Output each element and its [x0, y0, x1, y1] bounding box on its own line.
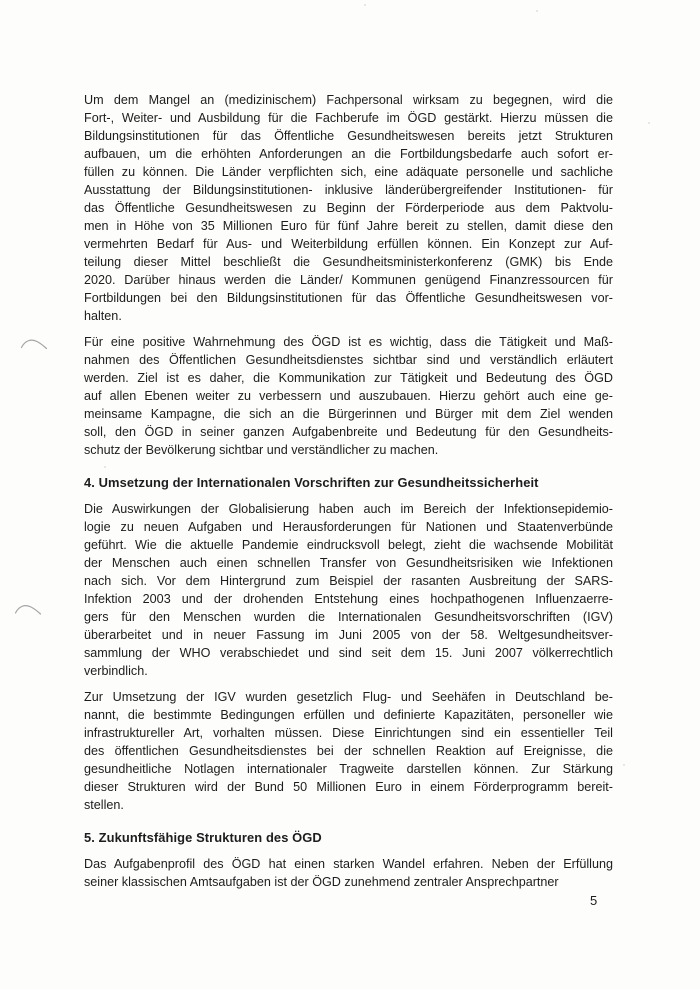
- scan-speck: [104, 466, 106, 468]
- scan-speck: [648, 122, 650, 124]
- text-line: nannt, die bestimmte Bedingungen erfüllen und definierte Kapazitäten, personeller wie: [84, 708, 613, 722]
- text-line: sammlung der WHO verabschiedet und sind seit dem 15. Juni 2007 völkerrechtlich: [84, 646, 613, 660]
- text-line: teilung dieser Mittel beschließt die Gesundheitsministerkonferenz (GMK) bis Ende: [84, 255, 613, 269]
- text-line: werden. Ziel ist es daher, die Kommunikation zur Tätigkeit und Bedeutung des ÖGD: [84, 371, 613, 385]
- text-line: gesundheitliche Notlagen internationaler Tragweite darstellen können. Zur Stärkung: [84, 762, 613, 776]
- text-line: Die Auswirkungen der Globalisierung haben auch im Bereich der Infektionsepidemio-: [84, 502, 613, 516]
- scan-speck: [531, 344, 533, 346]
- text-line: des öffentlichen Gesundheitsdienstes bei der schnellen Reaktion auf Ereignisse, die: [84, 744, 613, 758]
- text-line: nahmen des Öffentlichen Gesundheitsdienstes sichtbar sind und verständlich erläutert: [84, 353, 613, 367]
- text-line: Bildungsinstitutionen für das Öffentliche Gesundheitswesen bereits jetzt Strukturen: [84, 129, 613, 143]
- scan-speck: [576, 437, 578, 439]
- text-line: stellen.: [84, 798, 124, 812]
- text-line: Infektion 2003 und der drohenden Entstehung eines hochpathogenen Influenzaerre-: [84, 592, 613, 606]
- text-line: Um dem Mangel an (medizinischem) Fachpersonal wirksam zu begegnen, wird die: [84, 93, 613, 107]
- text-line: vermehrten Bedarf für Aus- und Weiterbildung erfüllen können. Ein Konzept zur Auf-: [84, 237, 613, 251]
- scan-speck: [536, 10, 538, 12]
- text-line: halten.: [84, 309, 122, 323]
- paragraph-aufgabenprofil: [84, 855, 613, 891]
- text-line: der Menschen auch einen schnellen Transfer von Gesundheitsrisiken wie Infektionen: [84, 556, 613, 570]
- text-line: Fortbildungen bei den Bildungsinstitutionen für das Öffentliche Gesundheitswesen vor-: [84, 291, 613, 305]
- text-line: seiner klassischen Amtsaufgaben ist der ÖGD zunehmend zentraler Ansprechpartner: [84, 875, 559, 889]
- text-line: gers für den Menschen wurden die Internationalen Gesundheitsvorschriften (IGV): [84, 610, 613, 624]
- text-line: Ausstattung der Bildungsinstitutionen- inklusive länderübergreifender Institutionen- für: [84, 183, 613, 197]
- text-line: Für eine positive Wahrnehmung des ÖGD ist es wichtig, dass die Tätigkeit und Maß-: [84, 335, 613, 349]
- paragraph-globalisierung: [84, 500, 613, 680]
- page-number: 5: [590, 893, 598, 908]
- text-line: verbindlich.: [84, 664, 148, 678]
- text-line: füllen zu können. Die Länder verpflichten sich, eine adäquate personelle und sachliche: [84, 165, 613, 179]
- margin-squiggle-mark: [14, 602, 42, 623]
- document-body: [84, 91, 613, 899]
- text-line: schutz der Bevölkerung sichtbar und verständlicher zu machen.: [84, 443, 439, 457]
- text-line: nach sich. Vor dem Hintergrund zum Beispiel der rasanten Ausbreitung der SARS-: [84, 574, 613, 588]
- heading-section-5: 5. Zukunftsfähige Strukturen des ÖGD: [84, 830, 322, 845]
- paragraph-igv-umsetzung: [84, 688, 613, 814]
- text-line: Zur Umsetzung der IGV wurden gesetzlich Flug- und Seehäfen in Deutschland be-: [84, 690, 613, 704]
- text-line: infrastruktureller Art, vorhalten müssen. Diese Einrichtungen sind ein essentieller Teil: [84, 726, 613, 740]
- paragraph-wahrnehmung: [84, 333, 613, 459]
- scan-speck: [623, 764, 625, 766]
- text-line: aufbauen, um die erhöhten Anforderungen an die Fortbildungsbedarfe auch sofort er-: [84, 147, 613, 161]
- text-line: das Öffentliche Gesundheitswesen zu Beginn der Förderperiode aus dem Paktvolu-: [84, 201, 613, 215]
- text-line: meinsame Kampagne, die sich an die Bürgerinnen und Bürger mit dem Ziel wenden: [84, 407, 613, 421]
- margin-squiggle-mark: [20, 337, 48, 357]
- text-line: men in Höhe von 35 Millionen Euro für fünf Jahre bereit zu stellen, damit diese den: [84, 219, 613, 233]
- heading-section-4: 4. Umsetzung der Internationalen Vorschriften zur Gesundheitssicherheit: [84, 475, 539, 490]
- text-line: Das Aufgabenprofil des ÖGD hat einen starken Wandel erfahren. Neben der Erfüllung: [84, 857, 613, 871]
- paragraph-fachpersonal: [84, 91, 613, 325]
- squiggle-arc-icon: [14, 602, 42, 618]
- text-line: Fort-, Weiter- und Ausbildung für die Fachberufe im ÖGD gestärkt. Hierzu müssen die: [84, 111, 613, 125]
- squiggle-arc-icon: [20, 337, 48, 352]
- text-line: logie zu neuen Aufgaben und Herausforderungen für Nationen und Staatenverbünde: [84, 520, 613, 534]
- text-line: soll, den ÖGD in seiner ganzen Aufgabenbreite und Bedeutung für den Gesundheits-: [84, 425, 613, 439]
- text-line: auf allen Ebenen weiter zu verbessern und auszubauen. Hierzu gehört auch eine ge-: [84, 389, 613, 403]
- text-line: 2020. Darüber hinaus werden die Länder/ Kommunen genügend Finanzressourcen für: [84, 273, 613, 287]
- text-line: geführt. Wie die aktuelle Pandemie eindrucksvoll belegt, zieht die wachsende Mobilität: [84, 538, 613, 552]
- text-line: überarbeitet und in neuer Fassung im Juni 2005 von der 58. Weltgesundheitsver-: [84, 628, 613, 642]
- scan-speck: [364, 4, 366, 6]
- text-line: dieser Strukturen wird der Bund 50 Millionen Euro in einem Förderprogramm bereit-: [84, 780, 613, 794]
